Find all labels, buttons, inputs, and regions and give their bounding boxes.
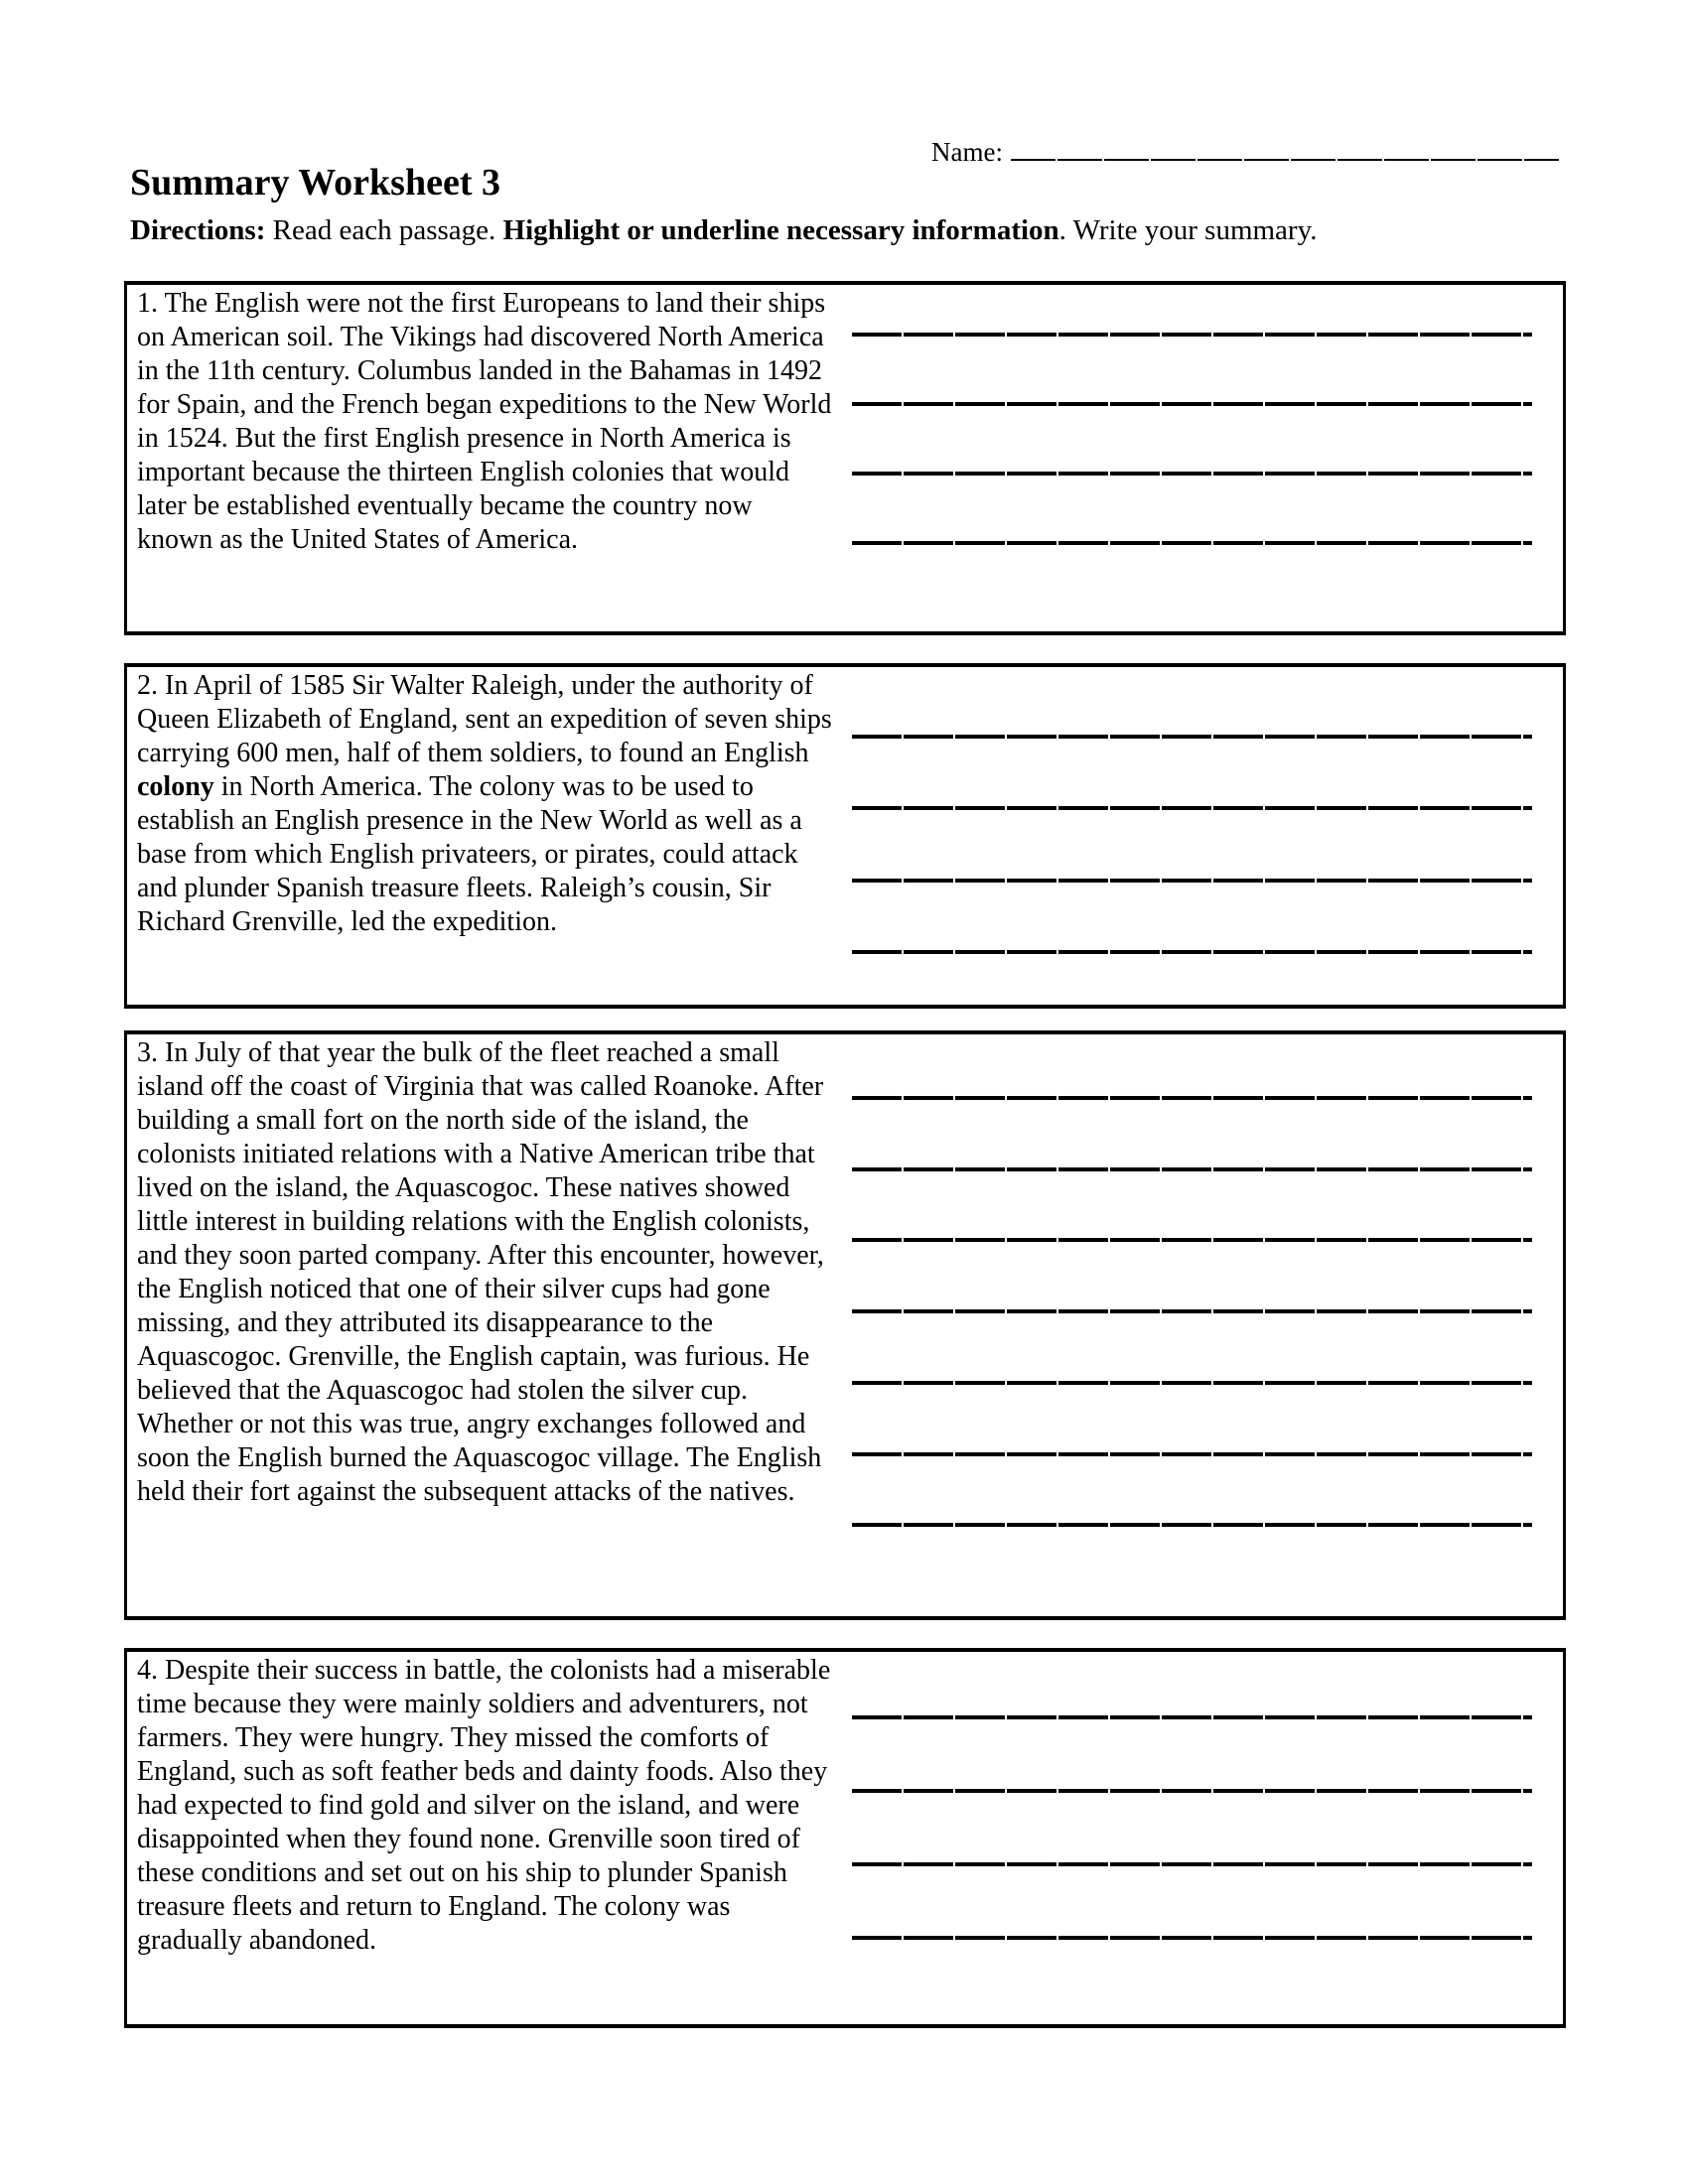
summary-line[interactable] bbox=[852, 333, 1532, 337]
summary-line[interactable] bbox=[852, 1309, 1532, 1313]
summary-line[interactable] bbox=[852, 1715, 1532, 1719]
summary-line[interactable] bbox=[852, 950, 1532, 954]
passage-segment: 2. In April of 1585 Sir Walter Raleigh, under the authority of Queen Elizabeth of England, sent an expedition of seven ships carrying 600 men, half of them soldiers, to found an English bbox=[137, 670, 832, 768]
summary-line[interactable] bbox=[852, 1936, 1532, 1940]
directions-text-2: . Write your summary. bbox=[1058, 214, 1318, 246]
summary-line[interactable] bbox=[852, 1381, 1532, 1385]
summary-line[interactable] bbox=[852, 1523, 1532, 1527]
summary-line[interactable] bbox=[852, 879, 1532, 883]
name-label: Name: bbox=[931, 137, 1003, 167]
summary-line[interactable] bbox=[852, 472, 1532, 476]
directions-text-1: Read each passage. bbox=[265, 214, 503, 246]
summary-line[interactable] bbox=[852, 1452, 1532, 1456]
passage-text-3 bbox=[137, 1036, 834, 1509]
directions-label: Directions: bbox=[130, 214, 266, 246]
name-row bbox=[931, 137, 1559, 168]
passage-text-2 bbox=[137, 669, 834, 939]
passage-box-4 bbox=[124, 1648, 1566, 2028]
summary-line[interactable] bbox=[852, 1096, 1532, 1100]
passage-box-1 bbox=[124, 281, 1566, 635]
directions-bold-text: Highlight or underline necessary information bbox=[502, 214, 1059, 246]
summary-line[interactable] bbox=[852, 1238, 1532, 1242]
passage-segment: in North America. The colony was to be used to establish an English presence in the New World as well as a base from which English privateers, or pirates, could attack and plunder Spanish treasure fleets. Raleigh’s cousin, Sir Richard Grenville, led the expedition. bbox=[137, 771, 802, 937]
passage-segment: 1. The English were not the first Europeans to land their ships on American soil. The Vikings had discovered North America in the 11th century. Columbus landed in the Bahamas in 1492 for Spain, and the French began expeditions to the New World in 1524. But the first English presence in North America is important because the thirteen English colonies that would later be established eventually became the country now known as the United States of America. bbox=[137, 288, 832, 555]
summary-line[interactable] bbox=[852, 541, 1532, 545]
page-title: Summary Worksheet 3 bbox=[130, 162, 500, 204]
summary-line[interactable] bbox=[852, 1789, 1532, 1793]
passage-box-3 bbox=[124, 1030, 1566, 1620]
passage-text-4 bbox=[137, 1654, 834, 1958]
passage-segment: 3. In July of that year the bulk of the fleet reached a small island off the coast of Virginia that was called Roanoke. After building a small fort on the north side of the island, the colonists initiated relations with a Native American tribe that lived on the island, the Aquascogoc. These natives showed little interest in building relations with the English colonists, and they soon parted company. After this encounter, however, the English noticed that one of their silver cups had gone missing, and they attributed its disappearance to the Aquascogoc. Grenville, the English captain, was furious. He believed that the Aquascogoc had stolen the silver cup. Whether or not this was true, angry exchanges followed and soon the English burned the Aquascogoc village. The English held their fort against the subsequent attacks of the natives. bbox=[137, 1037, 824, 1507]
passage-bold-term: colony bbox=[137, 771, 214, 802]
name-blank-line[interactable] bbox=[1011, 139, 1559, 161]
summary-line[interactable] bbox=[852, 1167, 1532, 1171]
summary-line[interactable] bbox=[852, 1862, 1532, 1866]
summary-line[interactable] bbox=[852, 806, 1532, 810]
passage-text-1 bbox=[137, 287, 834, 557]
summary-line[interactable] bbox=[852, 735, 1532, 739]
summary-line[interactable] bbox=[852, 402, 1532, 406]
passage-box-2 bbox=[124, 663, 1566, 1009]
directions bbox=[130, 212, 1540, 248]
passage-segment: 4. Despite their success in battle, the colonists had a miserable time because they were mainly soldiers and adventurers, not farmers. They were hungry. They missed the comforts of England, such as soft feather beds and dainty foods. Also they had expected to find gold and silver on the island, and were disappointed when they found none. Grenville soon tired of these conditions and set out on his ship to plunder Spanish treasure fleets and return to England. The colony was gradually abandoned. bbox=[137, 1655, 831, 1956]
